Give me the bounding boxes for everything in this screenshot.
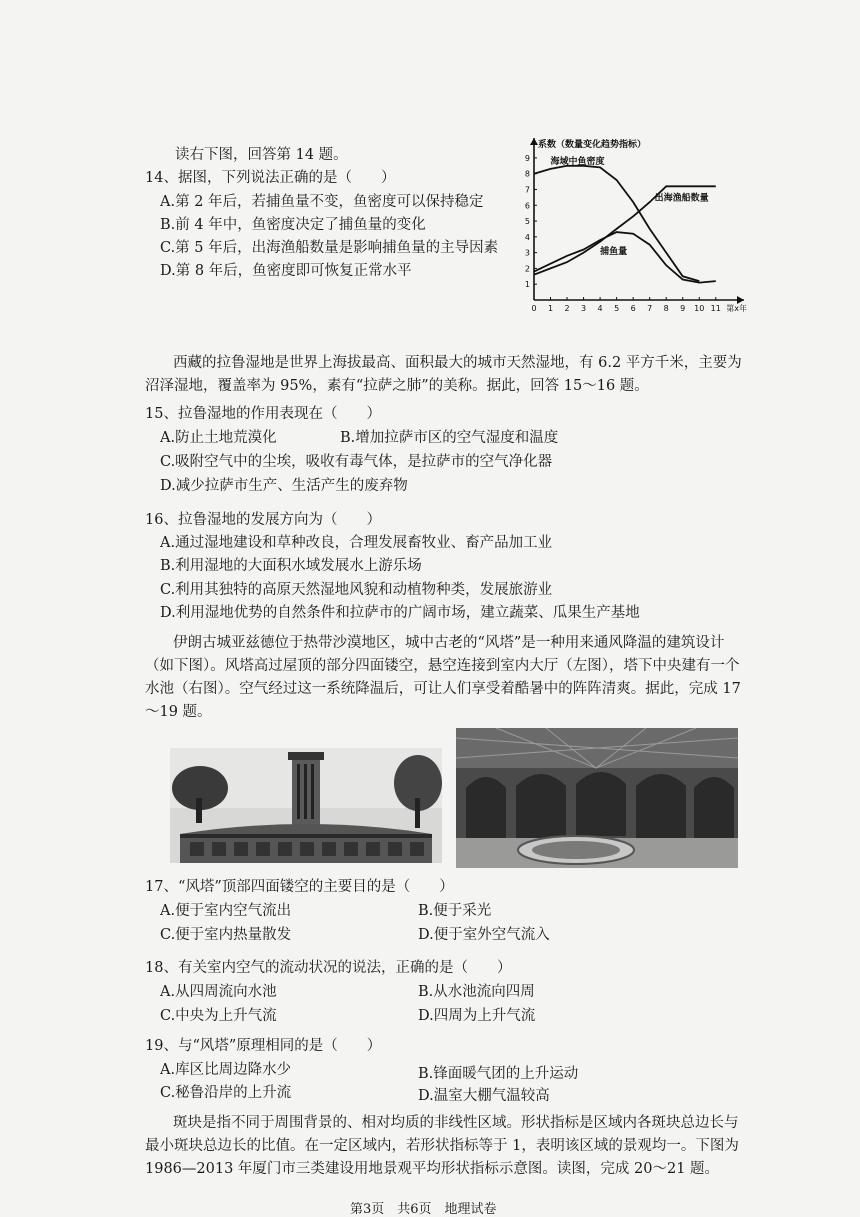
y-axis-label: 系数（数量变化趋势指标） bbox=[538, 140, 647, 150]
x-tick-label: 1 bbox=[547, 304, 554, 313]
q16-option-a: A.通过湿地建设和草种改良，合理发展畜牧业、畜产品加工业 bbox=[160, 535, 553, 551]
q14-option-b: B.前 4 年中，鱼密度决定了捕鱼量的变化 bbox=[160, 217, 426, 233]
q18-option-a: A.从四周流向水池 bbox=[160, 984, 277, 1000]
y-tick-label: 3 bbox=[524, 248, 530, 258]
y-tick-label: 1 bbox=[524, 280, 530, 290]
q16-option-c: C.利用其独特的高原天然湿地风貌和动植物种类，发展旅游业 bbox=[160, 582, 553, 598]
intro-17: 伊朗古城亚兹德位于热带沙漠地区，城中古老的“风塔”是一种用来通风降温的建筑设计（如下图）。风塔高过屋顶的部分四面镂空，悬空连接到室内大厅（左图），塔下中央建有一个水池（右图）。空气经过这一系统降温后，可让人们享受着酷暑中的阵阵清爽。据此，完成 17～19 题。 bbox=[145, 635, 741, 720]
series-label-1: 出海渔船数量 bbox=[654, 193, 709, 204]
q15-option-d: D.减少拉萨市生产、生活产生的废弃物 bbox=[160, 478, 408, 494]
series-label-2: 捕鱼量 bbox=[600, 247, 628, 258]
y-axis-arrow bbox=[530, 138, 538, 145]
q14-stem: 14、据图，下列说法正确的是（ ） bbox=[145, 170, 396, 186]
y-tick-label: 6 bbox=[524, 201, 530, 211]
q15-option-b: B.增加拉萨市区的空气湿度和温度 bbox=[340, 430, 559, 446]
x-tick-label: 5 bbox=[614, 304, 620, 313]
x-axis-label: 第x年 bbox=[726, 304, 747, 313]
q17-option-c: C.便于室内热量散发 bbox=[160, 927, 292, 943]
q17-option-d: D.便于室外空气流入 bbox=[418, 927, 550, 943]
x-tick-label: 9 bbox=[680, 304, 686, 313]
y-tick-label: 9 bbox=[524, 153, 530, 163]
q18-option-c: C.中央为上升气流 bbox=[160, 1008, 277, 1024]
series-label-0: 海域中鱼密度 bbox=[550, 157, 605, 168]
x-tick-label: 8 bbox=[663, 304, 669, 313]
q15-option-a: A.防止土地荒漠化 bbox=[160, 430, 277, 446]
q16-stem: 16、拉鲁湿地的发展方向为（ ） bbox=[145, 512, 381, 528]
q19-option-a: A.库区比周边降水少 bbox=[160, 1062, 292, 1078]
wind-tower-exterior-photo bbox=[170, 748, 442, 863]
q18-stem: 18、有关室内空气的流动状况的说法，正确的是（ ） bbox=[145, 960, 512, 976]
line-chart bbox=[512, 135, 752, 320]
q19-stem: 19、与“风塔”原理相同的是（ ） bbox=[145, 1038, 382, 1054]
x-tick-label: 6 bbox=[630, 304, 636, 313]
y-tick-label: 5 bbox=[524, 217, 530, 227]
q19-option-b: B.锋面暖气团的上升运动 bbox=[418, 1066, 579, 1082]
x-axis-arrow bbox=[737, 296, 744, 304]
x-tick-label: 0 bbox=[531, 304, 537, 313]
q14-option-c: C.第 5 年后，出海渔船数量是影响捕鱼量的主导因素 bbox=[160, 240, 499, 256]
q15-option-c: C.吸附空气中的尘埃，吸收有毒气体，是拉萨市的空气净化器 bbox=[160, 454, 553, 470]
wind-tower-interior-photo bbox=[456, 728, 738, 868]
x-tick-label: 4 bbox=[597, 304, 603, 313]
x-tick-label: 7 bbox=[647, 304, 653, 313]
q18-option-b: B.从水池流向四周 bbox=[418, 984, 535, 1000]
x-tick-label: 3 bbox=[581, 304, 587, 313]
series-line-2 bbox=[534, 232, 716, 283]
q19-option-c: C.秘鲁沿岸的上升流 bbox=[160, 1085, 292, 1101]
q16-option-b: B.利用湿地的大面积水域发展水上游乐场 bbox=[160, 558, 422, 574]
y-tick-label: 4 bbox=[524, 232, 530, 242]
x-tick-label: 10 bbox=[694, 304, 705, 313]
q16-option-d: D.利用湿地优势的自然条件和拉萨市的广阔市场，建立蔬菜、瓜果生产基地 bbox=[160, 605, 640, 621]
q14-option-d: D.第 8 年后，鱼密度即可恢复正常水平 bbox=[160, 263, 412, 279]
intro-14: 读右下图，回答第 14 题。 bbox=[175, 147, 348, 163]
y-tick-label: 2 bbox=[524, 264, 530, 274]
y-tick-label: 8 bbox=[524, 169, 530, 179]
x-tick-label: 2 bbox=[564, 304, 570, 313]
x-tick-label: 11 bbox=[710, 304, 721, 313]
intro-20: 斑块是指不同于周围背景的、相对均质的非线性区域。形状指标是区域内各斑块总边长与最小斑块总边长的比值。在一定区域内，若形状指标等于 1，表明该区域的景观均一。下图为 1986—2013 年厦门市三类建设用地景观平均形状指标示意图。读图，完成 20～21 题。 bbox=[145, 1115, 739, 1177]
q18-option-d: D.四周为上升气流 bbox=[418, 1008, 536, 1024]
q17-stem: 17、“风塔”顶部四面镂空的主要目的是（ ） bbox=[145, 879, 454, 895]
page-footer: 第3页 共6页 地理试卷 bbox=[350, 1202, 497, 1217]
intro-15: 西藏的拉鲁湿地是世界上海拔最高、面积最大的城市天然湿地，有 6.2 平方千米，主要为沼泽湿地，覆盖率为 95%，素有“拉萨之肺”的美称。据此，回答 15～16 题。 bbox=[145, 355, 742, 394]
q17-option-b: B.便于采光 bbox=[418, 903, 492, 919]
q14-option-a: A.第 2 年后，若捕鱼量不变，鱼密度可以保持稳定 bbox=[160, 194, 484, 210]
q17-option-a: A.便于室内空气流出 bbox=[160, 903, 292, 919]
q15-stem: 15、拉鲁湿地的作用表现在（ ） bbox=[145, 406, 381, 422]
y-tick-label: 7 bbox=[524, 185, 530, 195]
series-line-0 bbox=[534, 166, 699, 281]
q19-option-d: D.温室大棚气温较高 bbox=[418, 1088, 550, 1104]
